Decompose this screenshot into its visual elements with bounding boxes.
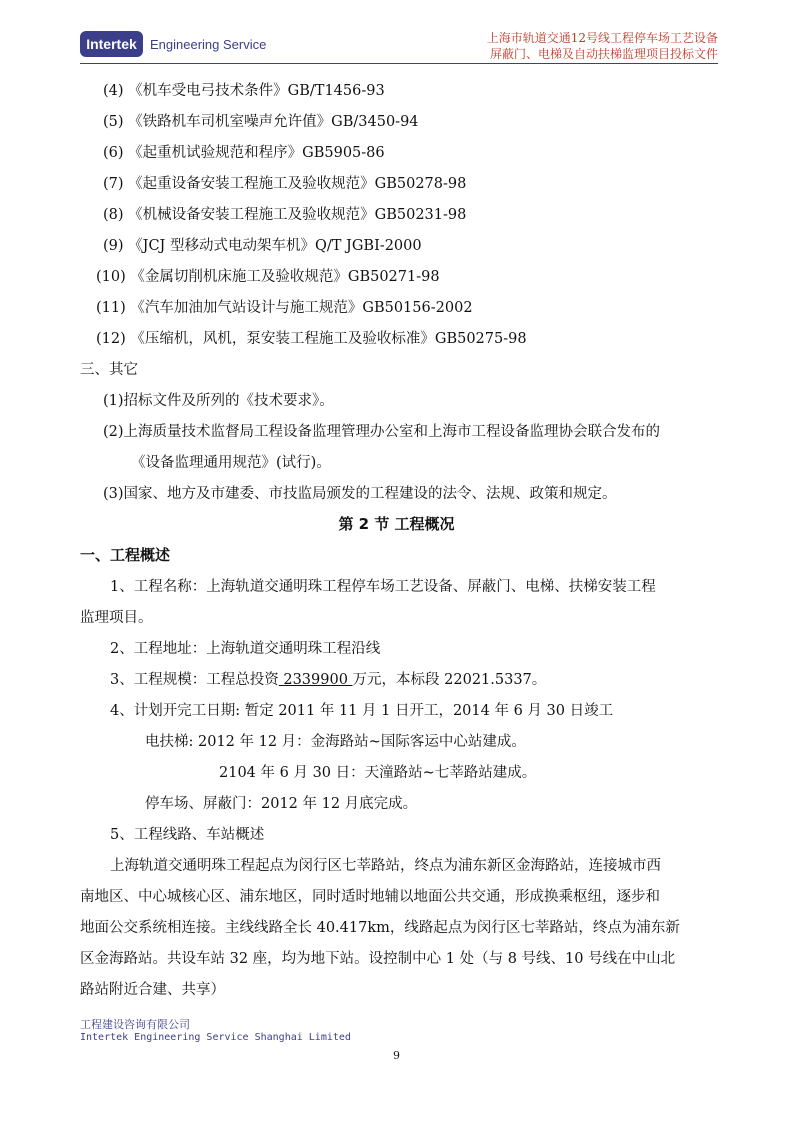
- project-scale-label: 3、工程规模：工程总投资: [110, 672, 279, 688]
- standard-item-5: (5) 《铁路机车司机室噪声允许值》GB/3450-94: [103, 114, 419, 130]
- project-name: 1、工程名称：上海轨道交通明珠工程停车场工艺设备、屏蔽门、电梯、扶梯安装工程: [110, 579, 656, 595]
- standard-item-7: (7) 《起重设备安装工程施工及验收规范》GB50278-98: [103, 176, 467, 192]
- header-service-label: Engineering Service: [150, 37, 267, 52]
- schedule-escalator: 电扶梯: 2012 年 12 月：金海路站~国际客运中心站建成。: [145, 734, 526, 750]
- header-project-title: [487, 30, 718, 62]
- schedule-depot: 停车场、屏蔽门：2012 年 12 月底完成。: [145, 796, 418, 812]
- overview-paragraph-line2: 南地区、中心城核心区、浦东地区，同时适时地辅以地面公共交通，形成换乘枢纽，逐步和: [80, 889, 660, 905]
- standard-item-9: (9) 《JCJ 型移动式电动架车机》Q/T JGBI-2000: [103, 238, 422, 254]
- standard-item-8: (8) 《机械设备安装工程施工及验收规范》GB50231-98: [103, 207, 467, 223]
- header-title-line2: 屏蔽门、电梯及自动扶梯监理项目投标文件: [489, 47, 718, 61]
- schedule-escalator-2: 2104 年 6 月 30 日：天潼路站~七莘路站建成。: [219, 765, 537, 781]
- footer-company-en: Intertek Engineering Service Shanghai Limited: [80, 1032, 351, 1043]
- project-address: 2、工程地址：上海轨道交通明珠工程沿线: [110, 641, 381, 657]
- other-item-2-cont: 《设备监理通用规范》(试行)。: [131, 455, 331, 471]
- header-divider: [80, 63, 718, 64]
- other-item-1: (1)招标文件及所列的《技术要求》。: [103, 393, 334, 409]
- intertek-logo: Intertek: [80, 31, 143, 57]
- project-scale: [110, 668, 546, 689]
- standard-item-11: (11) 《汽车加油加气站设计与施工规范》GB50156-2002: [96, 300, 473, 316]
- standard-item-10: (10) 《金属切削机床施工及验收规范》GB50271-98: [96, 269, 440, 285]
- other-item-2: (2)上海质量技术监督局工程设备监理管理办公室和上海市工程设备监理协会联合发布的: [103, 424, 661, 440]
- project-name-cont: 监理项目。: [80, 610, 153, 626]
- project-scale-suffix: 万元，本标段 22021.5337。: [352, 672, 547, 688]
- standard-item-6: (6) 《起重机试验规范和程序》GB5905-86: [103, 145, 385, 161]
- overview-paragraph-line5: 路站附近合建、共享）: [80, 982, 225, 998]
- standard-item-4: (4) 《机车受电弓技术条件》GB/T1456-93: [103, 83, 385, 99]
- overview-paragraph-line4: 区金海路站。共设车站 32 座，均为地下站。设控制中心 1 处（与 8 号线、10 号线在中山北: [80, 951, 676, 967]
- line-overview-heading: 5、工程线路、车站概述: [110, 827, 265, 843]
- overview-paragraph-line3: 地面公交系统相连接。主线线路全长 40.417km，线路起点为闵行区七莘路站，终点为浦东新: [80, 920, 680, 936]
- other-heading: 三、其它: [80, 362, 138, 378]
- standard-item-12: (12) 《压缩机，风机，泵安装工程施工及验收标准》GB50275-98: [96, 331, 527, 347]
- investment-amount: 2339900: [278, 672, 353, 688]
- overview-paragraph-line1: 上海轨道交通明珠工程起点为闵行区七莘路站，终点为浦东新区金海路站，连接城市西: [110, 858, 661, 874]
- section-title: 第 2 节 工程概况: [338, 515, 455, 533]
- section-subheading: 一、工程概述: [80, 546, 171, 564]
- project-schedule: 4、计划开完工日期: 暂定 2011 年 11 月 1 日开工，2014 年 6 月 30 日竣工: [110, 703, 614, 719]
- other-item-3: (3)国家、地方及市建委、市技监局颁发的工程建设的法令、法规、政策和规定。: [103, 486, 617, 502]
- header-title-line1: 上海市轨道交通12号线工程停车场工艺设备: [486, 31, 718, 45]
- page-number: 9: [393, 1049, 400, 1062]
- footer-company-cn: 工程建设咨询有限公司: [80, 1018, 190, 1031]
